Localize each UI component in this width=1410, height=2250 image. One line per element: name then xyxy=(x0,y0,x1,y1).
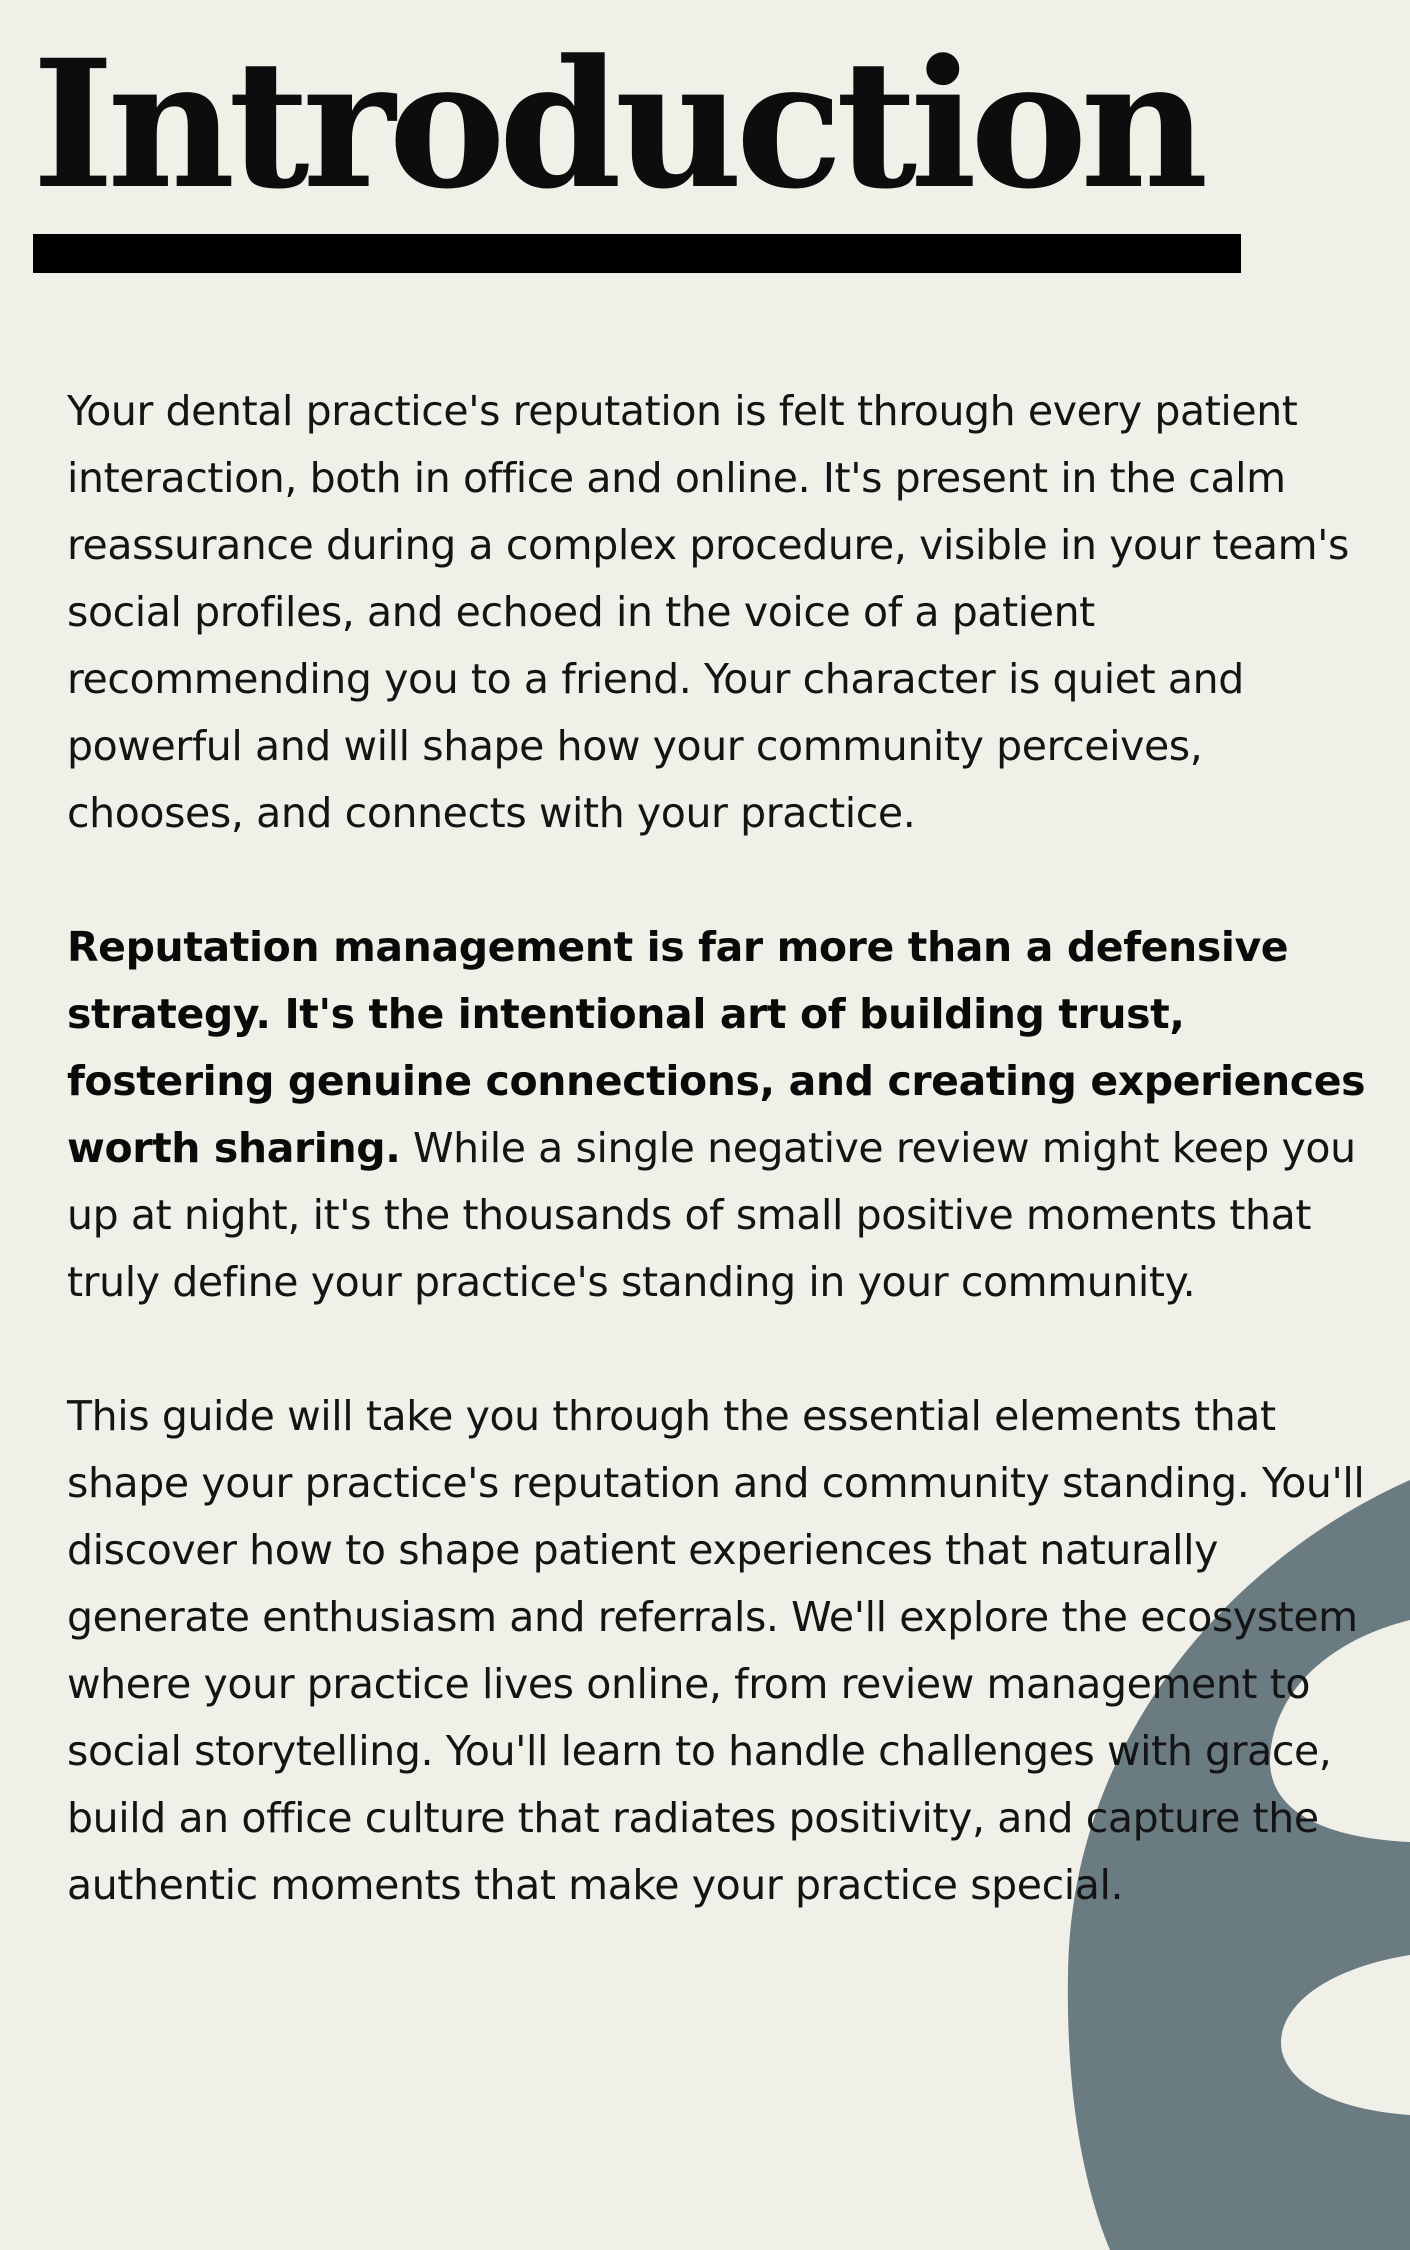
paragraph-intro: Your dental practice's reputation is felt through every patient interaction, both in office and online. It's present in the calm reassurance during a complex procedure, visible in your team's social profiles, and echoed in the voice of a patient recommending you to a friend. Your character is quiet and powerful and will shape how your community perceives, chooses, and connects with your practice. xyxy=(67,387,1350,837)
paragraph-body: While a single negative review might keep you up at night, it's the thousands of small positive moments that truly define your practice's standing in your community. xyxy=(67,1124,1356,1306)
body-text xyxy=(67,378,1367,1986)
paragraph-guide-overview: This guide will take you through the essential elements that shape your practice's reputation and community standing. You'll discover how to shape patient experiences that naturally generate enthusiasm and referrals. We'll explore the ecosystem where your practice lives online, from review management to social storytelling. You'll learn to handle challenges with grace, build an office culture that radiates positivity, and capture the authentic moments that make your practice special. xyxy=(67,1392,1365,1909)
paragraph-reputation-management xyxy=(67,914,1367,1316)
paragraph-bold-lead: Reputation management is far more than a defensive strategy. It's the intentional art of building trust, fostering genuine connections, and creating experiences worth sharing. xyxy=(67,923,1366,1172)
page-title: Introduction xyxy=(32,21,1202,228)
title-underline-bar xyxy=(33,234,1241,273)
